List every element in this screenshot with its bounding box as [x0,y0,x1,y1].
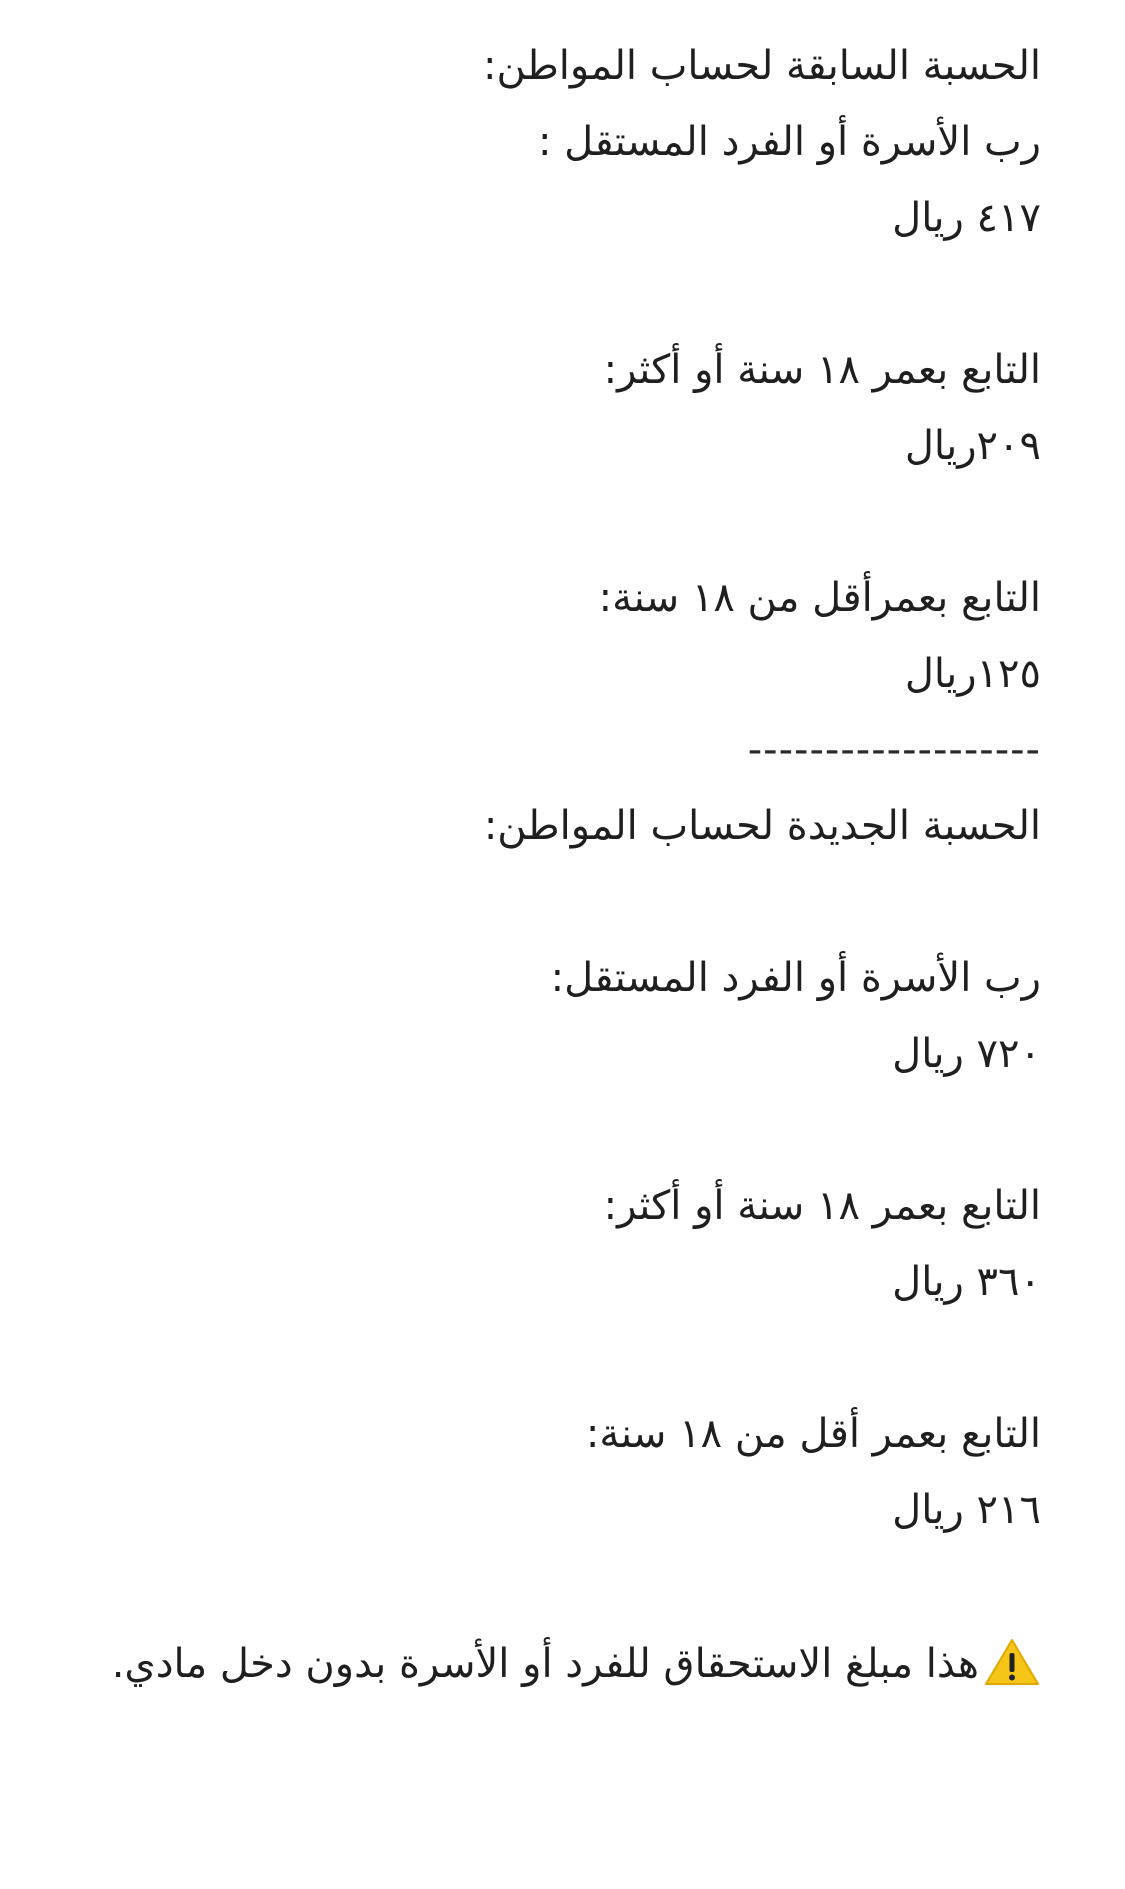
new-adult-value: ٣٦٠ ريال [892,1259,1041,1305]
blank-line [81,1092,1041,1168]
new-calculation-title: الحسبة الجديدة لحساب المواطن: [483,803,1041,849]
message-body [81,28,1041,1704]
old-adult-value: ٢٠٩ريال [904,423,1041,469]
eligibility-note-text: هذا مبلغ الاستحقاق للفرد أو الأسرة بدون دخل مادي. [111,1641,979,1687]
old-calculation-title: الحسبة السابقة لحساب المواطن: [483,43,1041,89]
blank-line [81,1320,1041,1396]
old-minor-value: ١٢٥ريال [904,651,1041,697]
new-head-value: ٧٢٠ ريال [892,1031,1041,1077]
old-adult-label: التابع بعمر ١٨ سنة أو أكثر: [603,347,1041,393]
eligibility-note [81,1624,1041,1704]
old-minor-label: التابع بعمرأقل من ١٨ سنة: [598,575,1041,621]
blank-line [81,484,1041,560]
blank-line [81,864,1041,940]
new-adult-label: التابع بعمر ١٨ سنة أو أكثر: [603,1183,1041,1229]
new-minor-value: ٢١٦ ريال [892,1487,1041,1533]
warning-icon [983,1634,1041,1684]
new-minor-label: التابع بعمر أقل من ١٨ سنة: [585,1411,1041,1457]
separator-line: ------------------- [747,727,1041,773]
old-head-value: ٤١٧ ريال [892,195,1041,241]
old-head-label: رب الأسرة أو الفرد المستقل : [537,119,1041,165]
blank-line [81,1548,1041,1624]
new-head-label: رب الأسرة أو الفرد المستقل: [550,955,1041,1001]
blank-line [81,256,1041,332]
